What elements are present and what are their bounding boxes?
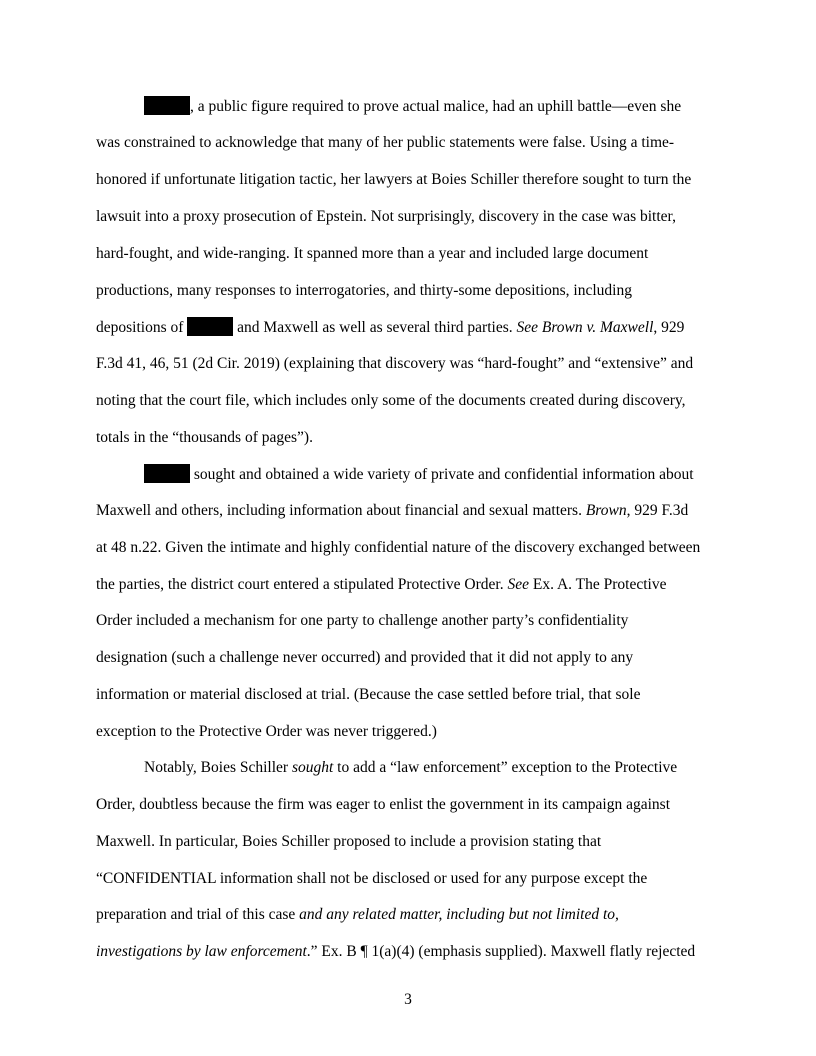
redaction-box xyxy=(144,96,190,115)
italic-text: sought xyxy=(291,759,334,776)
text-run: at 48 n.22. Given the intimate and highly confidential nature of the discovery exchanged between xyxy=(96,539,701,556)
text-line xyxy=(96,501,688,521)
text-run: depositions of xyxy=(96,319,188,336)
text-run: to add a “law enforcement” exception to the Protective xyxy=(333,759,678,776)
text-run: , 929 F.3d xyxy=(626,502,689,519)
text-run: , 929 xyxy=(653,319,685,336)
text-line xyxy=(96,133,674,153)
text-run: totals in the “thousands of pages”). xyxy=(96,429,313,446)
text-run: .” Ex. B ¶ 1(a)(4) (emphasis supplied). Maxwell flatly rejected xyxy=(306,943,696,960)
text-run: and Maxwell as well as several third parties. xyxy=(233,319,517,336)
text-line xyxy=(96,905,619,925)
text-run: F.3d 41, 46, 51 (2d Cir. 2019) (explaining that discovery was “hard-fought” and “extensive” and xyxy=(96,355,694,372)
text-line xyxy=(96,795,670,815)
text-line xyxy=(96,611,628,631)
text-run: noting that the court file, which includes only some of the documents created during discovery, xyxy=(96,392,686,409)
text-run: honored if unfortunate litigation tactic, her lawyers at Boies Schiller therefore sought to turn the xyxy=(96,171,692,188)
text-run: Ex. A. The Protective xyxy=(529,576,667,593)
text-line xyxy=(144,758,677,778)
text-line xyxy=(96,685,640,705)
italic-text: and any related matter, including but not limited to, xyxy=(299,906,619,923)
redaction-box xyxy=(187,317,233,336)
text-run: Maxwell. In particular, Boies Schiller proposed to include a provision stating that xyxy=(96,833,602,850)
text-line xyxy=(96,648,633,668)
page-number: 3 xyxy=(404,991,412,1008)
text-line xyxy=(96,170,691,190)
text-run: designation (such a challenge never occurred) and provided that it did not apply to any xyxy=(96,649,634,666)
redaction-box xyxy=(144,464,190,483)
text-run: information or material disclosed at trial. (Because the case settled before trial, that sole xyxy=(96,686,641,703)
text-line xyxy=(144,464,694,485)
text-run: , a public figure required to prove actual malice, had an uphill battle—even she xyxy=(190,98,682,115)
text-line xyxy=(96,391,686,411)
text-run: Order, doubtless because the firm was eager to enlist the government in its campaign against xyxy=(96,796,670,813)
text-run: sought and obtained a wide variety of private and confidential information about xyxy=(190,466,694,483)
text-line xyxy=(96,869,647,889)
text-line xyxy=(96,317,684,338)
italic-text: investigations by law enforcement xyxy=(96,943,307,960)
text-line xyxy=(96,538,700,558)
text-line xyxy=(96,942,695,962)
text-run: hard-fought, and wide-ranging. It spanned more than a year and included large document xyxy=(96,245,649,262)
text-line xyxy=(96,428,313,448)
text-run: the parties, the district court entered a stipulated Protective Order. xyxy=(96,576,508,593)
text-line xyxy=(96,244,648,264)
text-run: Notably, Boies Schiller xyxy=(144,759,292,776)
text-line xyxy=(96,832,601,852)
text-line xyxy=(96,281,632,301)
text-line xyxy=(96,354,693,374)
italic-text: Brown xyxy=(585,502,627,519)
text-line xyxy=(96,575,666,595)
text-line xyxy=(96,722,437,742)
italic-text: See xyxy=(507,576,529,593)
text-run: lawsuit into a proxy prosecution of Epstein. Not surprisingly, discovery in the case was bitter, xyxy=(96,208,676,225)
text-line xyxy=(96,207,676,227)
text-run: productions, many responses to interrogatories, and thirty-some depositions, including xyxy=(96,282,632,299)
text-run: “CONFIDENTIAL information shall not be disclosed or used for any purpose except the xyxy=(96,870,648,887)
text-run: preparation and trial of this case xyxy=(96,906,300,923)
text-run: exception to the Protective Order was never triggered.) xyxy=(96,723,437,740)
text-run: Order included a mechanism for one party to challenge another party’s confidentiality xyxy=(96,612,629,629)
text-run: Maxwell and others, including information about financial and sexual matters. xyxy=(96,502,586,519)
text-run: was constrained to acknowledge that many of her public statements were false. Using a time- xyxy=(96,134,675,151)
text-line xyxy=(144,96,681,117)
italic-text: See Brown v. Maxwell xyxy=(516,319,654,336)
